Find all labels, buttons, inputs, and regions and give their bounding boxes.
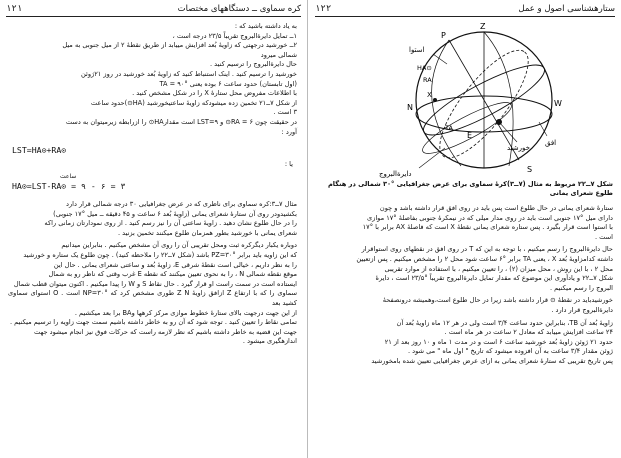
right-body-text <box>317 204 613 367</box>
left-page-number: ۱۲۱ <box>6 4 23 14</box>
zenith-label: Z <box>480 22 486 31</box>
right-running-head <box>315 2 615 17</box>
horizon-label: افق <box>545 139 557 147</box>
text-line: با اطلاعات مفروض محل ستارهٔ X را در شکل مشخص کنید . <box>132 89 297 98</box>
text-line: البروج را رسم میکنیم . <box>549 283 613 292</box>
text-line: دوباره یکبار دیگرکره ثبت ومحل تقریبی آن را روی آن مشخص میکنیم . بنابراین میدانیم <box>61 241 297 250</box>
text-line: ایستاده است در سمت راست او قرار گیرد . حال نقاط S و W را پیدا میکنیم . اکنون میتوان قطب شمال <box>13 279 297 288</box>
formula-lst: LST=HA⊙+RA⊙ <box>12 145 67 155</box>
hour-circle <box>432 40 461 166</box>
text-line: خورشید را ترسیم کنید . اینک استنباط کنید که زاویهٔ بُعد خورشید در روز ۲۱ژوئن <box>81 69 297 78</box>
right-page <box>309 0 621 458</box>
text-line: از شکل ۷ــ۲۱ تخمین زده میشودکه زاویهٔ ساعتیخورشید (HA⊙)حدود ساعت <box>90 98 297 107</box>
right-page-number: ۱۲۲ <box>315 4 332 14</box>
text-line: با استوا است قرار بگیرد . پس ستاره شعرای یمانی نقطهٔ X است که فاصلهٔ AX برابر با °۱۷ <box>362 223 613 232</box>
celestial-sphere-diagram <box>349 18 579 178</box>
left-top-text <box>8 22 297 137</box>
north-label: N <box>407 103 413 112</box>
text-line: خورشیدباید در نقطهٔ ⊙ قرار داشته باشد زیرا در حال طلوع است،وهمیشه درونصفحهٔ <box>382 296 613 305</box>
text-line: ۱ــ تمایل دایرةالبروج تقریباً ۲۳/۵ درجه است ، <box>172 31 297 40</box>
west-label: W <box>554 99 562 108</box>
pole-label: P <box>441 31 446 40</box>
text-line: حال دایرةالبروج را رسم میکنیم ، با توجه به این که T در روی افق در نقطهای روی استواقرار <box>361 245 613 254</box>
text-line: حال دایرةالبروج را ترسیم کنید . <box>209 60 297 69</box>
text-line: جهت این قضیه به خاطر داشته باشیم که نظر لازمه راست که حرکات فوق نیز انجام میشود جهت <box>33 327 297 336</box>
east-label: E <box>467 131 473 140</box>
text-line: که این زاویه باید برابر °۳۰=PZ باشد (شکل ۷ــ۲۲ را ملاحظه کنید) . چون طلوع یک ستاره و خورشید <box>23 250 297 259</box>
south-label: S <box>527 165 533 174</box>
text-line: ژوئن مقدار ۳/۴ ساعت به آن افزوده میشود که تاریخ " اول ماه " می شود . <box>407 347 613 356</box>
text-line: به یاد داشته باشید که : <box>234 22 297 30</box>
text-line: حدود ۲۱ ژوئن زاویهٔ بُعد خورشید ساعت ۶ است و در مدت ۱ ماه و ۱۰ روز بعد از ۲۱ <box>384 337 613 346</box>
text-line: پس تاریخ تقریبی که ستارهٔ شعرای یمانی به ازای عرض جغرافیایی تعیین شده بامخورشید <box>371 356 613 365</box>
text-line: شعرای یمانی با خورشید بطور همزمان طلوع میکنند تخمین بزنید . <box>117 228 297 237</box>
formula-ha: HA⊙=LST-RA⊙ = ۹ - ۶ = ۳ <box>12 181 126 191</box>
formula-unit: ساعت <box>60 173 77 180</box>
text-line: اندازهگیری میشود . <box>242 337 297 346</box>
text-line: مثال ۷ــ۳:کره سماوی برای ناظری که در عرض جغرافیایی ۳۰ درجه شمالی قرار دارد <box>66 200 297 208</box>
text-line: آورد : <box>281 127 297 136</box>
text-line: ستارهٔ شعرای یمانی در حال طلوع است پس باید در روی افق قرار داشته باشد و چون <box>379 204 613 212</box>
formula-intro: یا : <box>284 160 293 168</box>
text-line: از این جهت درجهت بالای ستارهٔ خطوط موازی مرکز کرهها وBA برا بعد میکشیم . <box>74 308 297 317</box>
text-line: شمالی میرود <box>260 50 297 59</box>
figure-caption: شکل ۷ــ۲۲ مربوط به مثال (۷ــ۳)کرهٔ سماوی برای عرض جغرافیایی °۳۰ شمالی در هنگام طلوع شعرای یمانی <box>327 180 613 198</box>
equator-label: استوا <box>409 46 425 54</box>
text-line: ۲ــ خورشید درجهتی که زاویهٔ بُعد افزایش مییابد از طریق نقطهٔ ۲ از میل جنوبی به میل <box>62 41 297 50</box>
text-line: زاویهٔ بُعد آن TB، بنابراین حدود ساعت ۳/۴ است ولی در هر ۱۲ ماه زاویهٔ بُعد آن <box>396 318 613 327</box>
text-line: را به نظر داریم ، خیالی است نقطهٔ شرقی E، زاویهٔ بُعد و ساعتی شعرای یمانی . حال این <box>53 260 297 269</box>
ra-label: RA <box>423 76 432 84</box>
sun-label: خورشید <box>507 144 530 152</box>
text-line: شکل ۷ــ۲۲ و یادآوری این موضوع که مقدار تمایل دایرةالبروج تقریباً °۲۳/۵ است ، دایرهٔ <box>375 274 613 283</box>
celestial-sphere-figure <box>349 18 579 178</box>
text-line: بکشیدودر روی آن ستارهٔ شعرای یمانی (زاویهٔ بُعد ۶ ساعت و ۴۵ دقیقه ــ میل °۱۷ جنوبی) <box>53 209 297 218</box>
ecliptic-label: دایرةالبروج <box>379 170 412 178</box>
sun-ha-label: HA⊙ <box>417 64 432 72</box>
text-line: موقع نقطه شمالی N ، را به نحوی تعیین میکنند که نقطه E غرب وقتی که ناظر رو به شمال <box>48 270 297 279</box>
text-line: دارای میل °۱۷ جنوبی است باید در روی مدار میلی که در نیمکرهٔ جنوبی بفاصلهٔ °۱۷ موازی <box>366 213 613 222</box>
text-line: را در حال طلوع نشان دهید . زاویهٔ ساعتی آن را نیز رسم کنید . از روی نمودارتان زمانی راکه <box>44 219 297 228</box>
text-line: دایرةالبروج قرار دارد . <box>551 305 613 314</box>
text-line: داشته کدامزاویهٔ بُعد X ، یعنی TA برابر °۶ ساعت شود محل ۲ را مشخص میکنیم . پس ازتعیین <box>356 254 613 263</box>
text-line: سماوی را که با ارتفاع Z ازافق زاویهٔ Z N طوری مشخص کرد که °۳۰=NP است . O استوای سماوی کشید بعد <box>8 289 298 307</box>
ta-label: TA <box>445 124 453 132</box>
right-running-title: ستارهشناسی اصول و عمل <box>518 4 615 14</box>
text-line: محل ۲ ، با این روش ، محل میزان (۲) ، را تعیین میکنیم ، با استفاده از موارد تقریبی <box>384 264 613 273</box>
left-bottom-text <box>8 200 297 347</box>
text-line: ۲۴ ساعت افزایش مییابد که معادل ۲ ساعت در هر ماه است . <box>444 328 613 337</box>
text-line: است . <box>594 232 613 241</box>
star-marker <box>433 98 437 102</box>
text-line: (اول تابستان) حدود ساعت ۶ بوده یعنی °۹۰ = TA <box>159 79 297 88</box>
sun-leader-line <box>499 122 517 142</box>
text-line: تمامی نقاط را تعیین کنید . توجه شود که آن رو به خاطر داشته باشیم سمت جهت زاویه را ترسیم میکنیم . <box>9 318 297 327</box>
left-running-title: کره سماوی ــ دستگاههای مختصات <box>177 4 301 14</box>
left-page <box>0 0 308 458</box>
left-running-head <box>6 2 301 17</box>
star-x-label: X <box>427 91 432 99</box>
text-line: ۳ است . <box>273 108 297 117</box>
text-line: در حقیقت چون ۶ = RA⊙ و LST=۹ است مقدارHA⊙ را ازرابطه زیرمیتوان به دست <box>65 117 297 126</box>
